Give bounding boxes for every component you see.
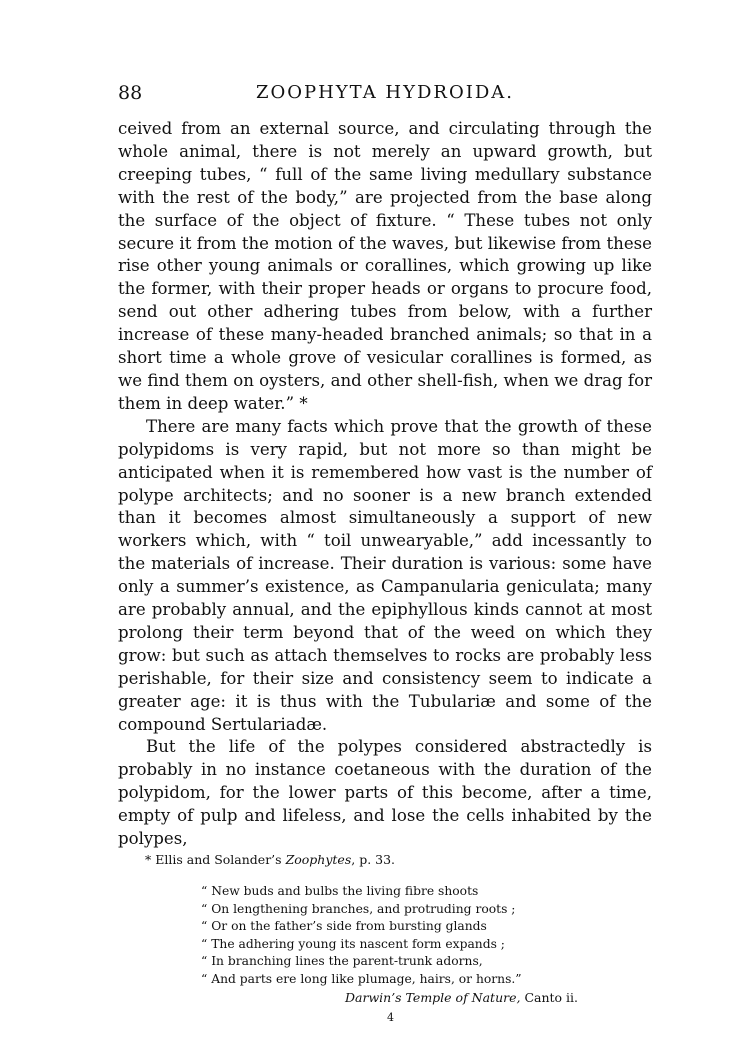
verse-line: “ Or on the father’s side from bursting glands [201, 919, 487, 933]
body-text [118, 118, 652, 851]
page-header [118, 82, 652, 112]
footnote-ref-suffix: , p. 33. [351, 852, 396, 867]
verse-line: “ In branching lines the parent-trunk adorns, [201, 954, 483, 968]
footnote-ref-prefix: Ellis and Solander’s [155, 852, 282, 867]
verse-quotation [201, 883, 625, 988]
running-title: ZOOPHYTA HYDROIDA. [255, 82, 515, 103]
verse-line: “ On lengthening branches, and protruding roots ; [201, 901, 516, 916]
footnote-ref-title: Zoophytes [285, 852, 352, 867]
verse-line: “ New buds and bulbs the living fibre shoots [201, 884, 479, 898]
page-number: 88 [118, 82, 143, 104]
paragraph-1: ceived from an external source, and circulating through the whole animal, there is not merely an upward growth, but creeping tubes, “ full of the same living medullary substance with the rest of the body,” are projected from the base along the surface of the object of fixture. “ These tubes not only secure it from the motion of the waves, but likewise from these rise other young animals or corallines, which growing up like the former, with their proper heads or organs to procure food, send out other adhering tubes from below, with a further increase of these many-headed branched animals; so that in a short time a whole grove of vesicular corallines is formed, as we find them on oysters, and other shell-fish, when we drag for them in deep water.” * [118, 119, 652, 413]
verse-line: “ And parts ere long like plumage, hairs, or horns.” [201, 971, 522, 986]
signature-mark: 4 [387, 1011, 394, 1024]
attribution-canto: Canto ii. [524, 990, 579, 1005]
quote-attribution [345, 989, 625, 1007]
footnote [145, 851, 625, 1027]
paragraph-3: But the life of the polypes considered abstractedly is probably in no instance coetaneous with the duration of the polypidom, for the lower parts of this become, after a time, empty of pulp and lifeless, and lose the cells inhabited by the polypes, [118, 737, 652, 849]
attribution-work: Darwin’s Temple of Nature, [345, 990, 521, 1005]
footnote-marker: * [145, 852, 152, 867]
paragraph-2: There are many facts which prove that the growth of these polypidoms is very rapid, but not more so than might be anticipated when it is remembered how vast is the number of polype architects; and no sooner is a new branch extended than it becomes almost simultaneously a support of new workers which, with “ toil unwearyable,” add incessantly to the materials of increase. Their duration is various: some have only a summer’s existence, as Campanularia geniculata; many are probably annual, and the epiphyllous kinds cannot at most prolong their term beyond that of the weed on which they grow: but such as attach themselves to rocks are probably less perishable, for their size and consistency seem to indicate a greater age: it is thus with the Tubulariæ and some of the compound Sertulariadæ. [118, 416, 652, 734]
verse-line: “ The adhering young its nascent form expands ; [201, 936, 505, 951]
footnote-reference [145, 851, 625, 869]
